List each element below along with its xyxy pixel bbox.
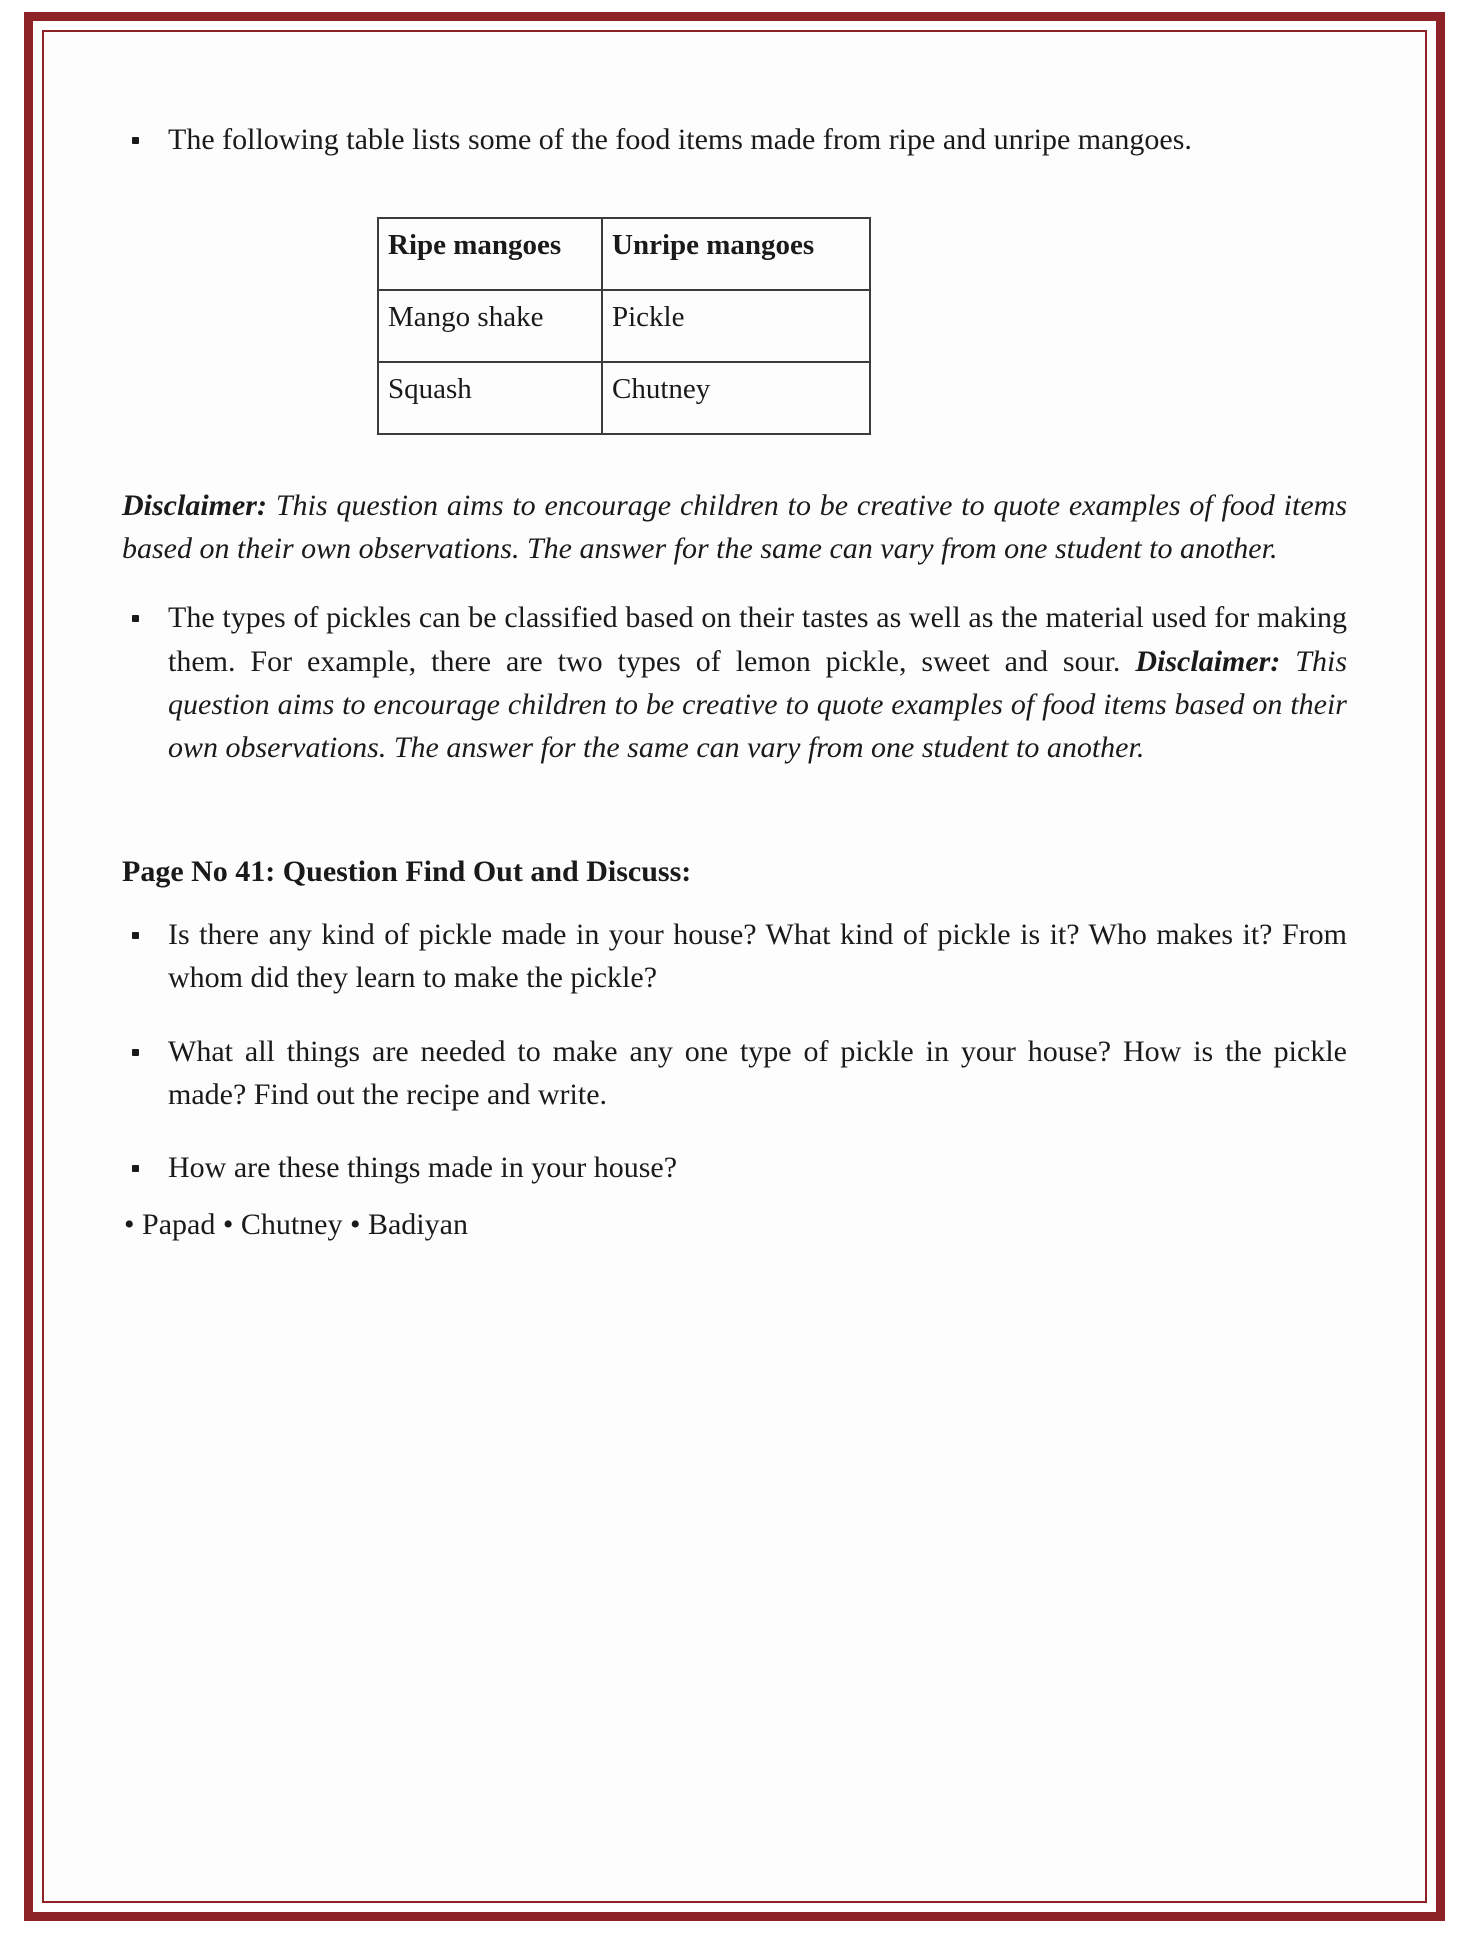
pickles-bullet-text [168, 596, 1347, 769]
bullet-icon [132, 913, 139, 939]
table-cell: Pickle [602, 290, 870, 362]
bullet-icon [132, 1030, 139, 1056]
mango-table-wrapper [122, 217, 1347, 435]
table-cell: Chutney [602, 362, 870, 434]
intro-bullet-text: The following table lists some of the food items made from ripe and unripe mangoes. [168, 123, 1192, 156]
table-row [378, 362, 870, 434]
bullet-icon [132, 1146, 139, 1172]
bullet-icon [132, 596, 139, 622]
table-header-row [378, 218, 870, 290]
page-border-inner [42, 30, 1427, 1903]
document-body [44, 32, 1425, 1901]
page-title: Page No 41: Question Find Out and Discuss: [122, 855, 692, 889]
disclaimer-text: This question aims to encourage children to be creative to quote examples of food items based on their own observations. The answer for the same can vary from one student to another. [168, 644, 1347, 764]
list-item [122, 1146, 1347, 1189]
disclaimer-label: Disclaimer: [122, 489, 267, 523]
bullet-icon [132, 118, 139, 144]
spacer [122, 570, 1347, 596]
table-cell: Squash [378, 362, 602, 434]
section-bullet-text: What all things are needed to make any one type of pickle in your house? How is the pickle made? Find out the recipe and write. [168, 1034, 1347, 1111]
disclaimer-label: Disclaimer: [1135, 644, 1281, 678]
pickles-text-before: The types of pickles can be classified based on their tastes as well as the material used for making them. For example, there are two types of lemon pickle, sweet and sour. [168, 601, 1347, 678]
table-header-cell: Unripe mangoes [602, 218, 870, 290]
section-bullet-text: How are these things made in your house? [168, 1150, 678, 1184]
list-item [122, 596, 1347, 769]
list-item [122, 118, 1347, 161]
disclaimer-text: This question aims to encourage children to be creative to quote examples of food items based on their own observations. The answer for the same can vary from one student to another. [122, 489, 1347, 565]
list-item [122, 913, 1347, 999]
inline-item-list: • Papad • Chutney • Badiyan [124, 1208, 468, 1242]
table-header-cell: Ripe mangoes [378, 218, 602, 290]
ripe-unripe-mango-table [377, 217, 871, 435]
section-bullet-text: Is there any kind of pickle made in your house? What kind of pickle is it? Who makes it? From whom did they learn to make the pickle? [168, 918, 1347, 995]
spacer [122, 773, 1347, 851]
table-row [378, 290, 870, 362]
spacer [122, 1004, 1347, 1030]
disclaimer-paragraph [122, 485, 1347, 570]
table-cell: Mango shake [378, 290, 602, 362]
spacer [122, 1120, 1347, 1146]
page-border-frame [24, 12, 1445, 1921]
list-item [122, 1030, 1347, 1116]
